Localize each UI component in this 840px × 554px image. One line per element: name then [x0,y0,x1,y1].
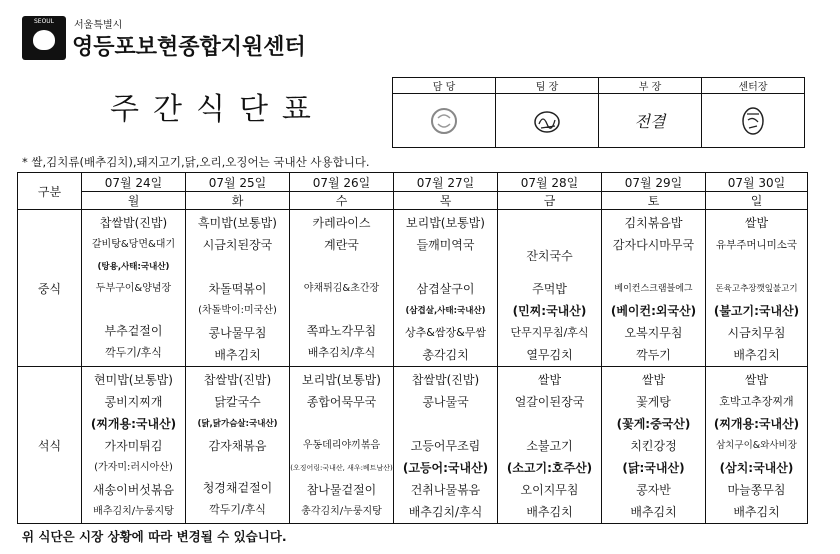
org-name: 영등포보현종합지원센터 [72,35,306,60]
menu-item: 베이컨스크램블에그 [614,284,693,294]
menu-item: 시금치된장국 [202,238,273,252]
menu-item: 흑미밥(보통밥) [198,216,277,230]
menu-item: 배추김치 [526,505,573,519]
menu-item [290,256,393,278]
menu-item [290,413,393,435]
menu-origin: (꽃게:중국산) [616,417,691,431]
menu-item: 오이지무침 [520,483,579,497]
menu-item: 호박고추장찌개 [719,395,794,408]
date-header: 07월 30일 [706,173,808,192]
menu-item: 카레라이스 [312,216,371,230]
menu-item: 김치볶음밥 [624,216,683,230]
menu-item: 닭칼국수 [214,395,261,409]
logo-emblem-text: SEOUL [33,18,55,25]
menu-item: 마늘쫑무침 [727,483,786,497]
menu-item: 깍두기/후식 [105,346,162,359]
menu-item: 현미밥(보통밥) [94,373,173,387]
menu-origin: (불고기:국내산) [713,304,800,318]
menu-item [394,256,497,278]
menu-origin: (고등어:국내산) [402,461,489,475]
menu-item: 돈육고추장깻잎불고기 [715,284,798,294]
menu-item: 두부구이&양념장 [95,283,172,294]
menu-item [186,457,289,477]
date-header: 07월 28일 [498,173,602,192]
menu-cell [498,210,602,367]
menu-origin: (차돌박이:미국산) [198,305,277,316]
menu-item: 삼겹살구이 [416,282,475,296]
menu-cell [394,367,498,524]
menu-item: 청경채겉절이 [202,481,273,495]
origin-note: * 쌀,김치류(배추김치),돼지고기,닭,오리,오징어는 국내산 사용합니다. [22,155,370,169]
menu-item: 배추김치/후식 [307,346,376,359]
menu-cell [82,210,186,367]
date-header: 07월 24일 [82,173,186,192]
menu-item: 잔치국수 [526,249,573,263]
menu-cell [290,367,394,524]
menu-item: 열무김치 [526,348,573,362]
menu-cell [394,210,498,367]
date-header: 07월 25일 [186,173,290,192]
menu-origin: (민찌:국내산) [512,304,587,318]
approval-label-staff: 담 당 [393,78,496,94]
menu-item: 보리밥(보통밥) [406,216,485,230]
menu-item: 쌀밥 [744,216,769,230]
weekday-header: 월 [82,192,186,210]
menu-item: 꽃게탕 [636,395,671,409]
page-title: 주간식단표 [110,92,325,127]
date-header: 07월 27일 [394,173,498,192]
heart-icon [33,30,55,50]
menu-item: 쪽파노각무침 [306,324,377,338]
menu-item: 들깨미역국 [416,238,475,252]
date-header: 07월 29일 [602,173,706,192]
menu-item: 총각김치/누룽지탕 [301,506,382,517]
menu-item: 야채튀김&초간장 [303,283,380,294]
menu-item: 보리밥(보통밥) [302,373,381,387]
menu-item: 참나물겉절이 [306,483,377,497]
menu-origin: (삼겹살,사태:국내산) [405,306,486,316]
approval-sign-staff [393,94,496,148]
approval-label-team-lead: 팀 장 [496,78,599,94]
signature-icon [529,106,565,136]
date-header: 07월 26일 [290,173,394,192]
weekday-header: 수 [290,192,394,210]
footer-notice: 위 식단은 시장 상황에 따라 변경될 수 있습니다. [22,529,287,544]
menu-item: 상추&쌈장&무쌈 [405,326,486,339]
menu-cell [290,210,394,367]
menu-item: 찹쌀밥(진밥) [99,216,168,230]
menu-item: 배추김치/누룽지탕 [93,506,174,517]
menu-item: 감자다시마무국 [612,238,695,252]
menu-cell [602,210,706,367]
menu-cell [186,210,290,367]
menu-item: 콩나물무침 [208,326,267,340]
menu-origin: (닭:국내산) [622,461,685,475]
weekday-header: 금 [498,192,602,210]
weekday-header: 일 [706,192,808,210]
menu-item: 깍두기 [636,348,671,362]
menu-cell [186,367,290,524]
logo-emblem [22,16,66,60]
menu-item: 갈비탕&당면&대기 [91,239,176,250]
weekday-header: 목 [394,192,498,210]
menu-item: 배추김치 [733,505,780,519]
dinner-row [18,367,808,524]
seal-stamp-icon [429,106,459,136]
approval-label-manager: 부 장 [599,78,702,94]
menu-item: 시금치무침 [727,326,786,340]
menu-item: 건취나물볶음 [410,483,481,497]
weekday-header: 토 [602,192,706,210]
menu-item: 차돌떡볶이 [208,282,267,296]
menu-item: 총각김치 [422,348,469,362]
menu-item [602,256,705,278]
menu-cell [706,210,808,367]
menu-item: 배추김치/후식 [408,505,483,519]
menu-origin: (오징어링:국내산, 새우:베트남산) [290,464,393,472]
menu-cell [602,367,706,524]
menu-item: 찹쌀밥(진밥) [411,373,480,387]
menu-item [290,300,393,320]
menu-item: 부추겉절이 [104,324,163,338]
approval-box [392,77,805,148]
menu-item: 유부주머니미소국 [715,239,798,251]
menu-item [394,413,497,435]
meal-label-dinner: 석식 [18,367,82,524]
menu-item: 쌀밥 [537,373,562,387]
menu-origin: (탕용,사태:국내산) [97,262,170,272]
menu-cell [82,367,186,524]
menu-item: 콩비지찌개 [104,395,163,409]
menu-item: 계란국 [324,238,359,252]
org-sub-name: 서울특별시 [74,20,123,31]
lunch-row [18,210,808,367]
menu-origin: (가자미:러시아산) [94,462,173,473]
menu-item: 깍두기/후식 [209,503,266,516]
menu-item: 감자채볶음 [208,439,267,453]
menu-item: 오복지무침 [624,326,683,340]
menu-item: 배추김치 [733,348,780,362]
menu-item: 새송이버섯볶음 [92,483,175,497]
approval-sign-director [702,94,805,148]
menu-item: 찹쌀밥(진밥) [203,373,272,387]
menu-item: 단무지무침/후식 [510,326,589,339]
approval-label-director: 센터장 [702,78,805,94]
approval-handwritten-mark: 전결 [634,112,666,131]
menu-item: 가자미튀김 [104,439,163,453]
menu-item: 주먹밥 [532,282,567,296]
menu-origin: (삼치:국내산) [719,461,794,475]
menu-item: 소불고기 [526,439,573,453]
menu-origin: (찌개용:국내산) [713,417,800,431]
menu-item [706,256,807,278]
menu-item [82,300,185,320]
menu-item [186,256,289,278]
menu-item [498,267,601,278]
menu-origin: (닭,닭가슴살:국내산) [197,419,278,429]
menu-item: 콩나물국 [422,395,469,409]
menu-origin: (소고기:호주산) [506,461,593,475]
menu-item: 배추김치 [630,505,677,519]
menu-origin: (찌개용:국내산) [90,417,177,431]
menu-item: 콩자반 [636,483,671,497]
menu-item: 치킨강정 [630,439,677,453]
menu-item [498,212,601,234]
menu-cell [706,367,808,524]
corner-label: 구분 [18,173,82,210]
signature-icon [738,104,768,138]
menu-cell [498,367,602,524]
menu-item: 얼갈이된장국 [514,395,585,409]
menu-item: 우동데리야끼볶음 [302,440,381,451]
menu-item: 삼치구이&와사비장 [716,440,797,451]
menu-item: 고등어무조림 [410,439,481,453]
menu-item [498,413,601,435]
menu-item: 쌀밥 [641,373,666,387]
menu-item: 쌀밥 [744,373,769,387]
menu-item: 배추김치 [214,348,261,362]
menu-item: 종합어묵무국 [306,395,377,409]
menu-origin: (베이컨:외국산) [610,304,697,318]
weekday-header: 화 [186,192,290,210]
approval-sign-team-lead [496,94,599,148]
org-logo [22,12,322,62]
meal-label-lunch: 중식 [18,210,82,367]
approval-sign-manager [599,94,702,148]
weekly-menu-table [17,172,808,524]
